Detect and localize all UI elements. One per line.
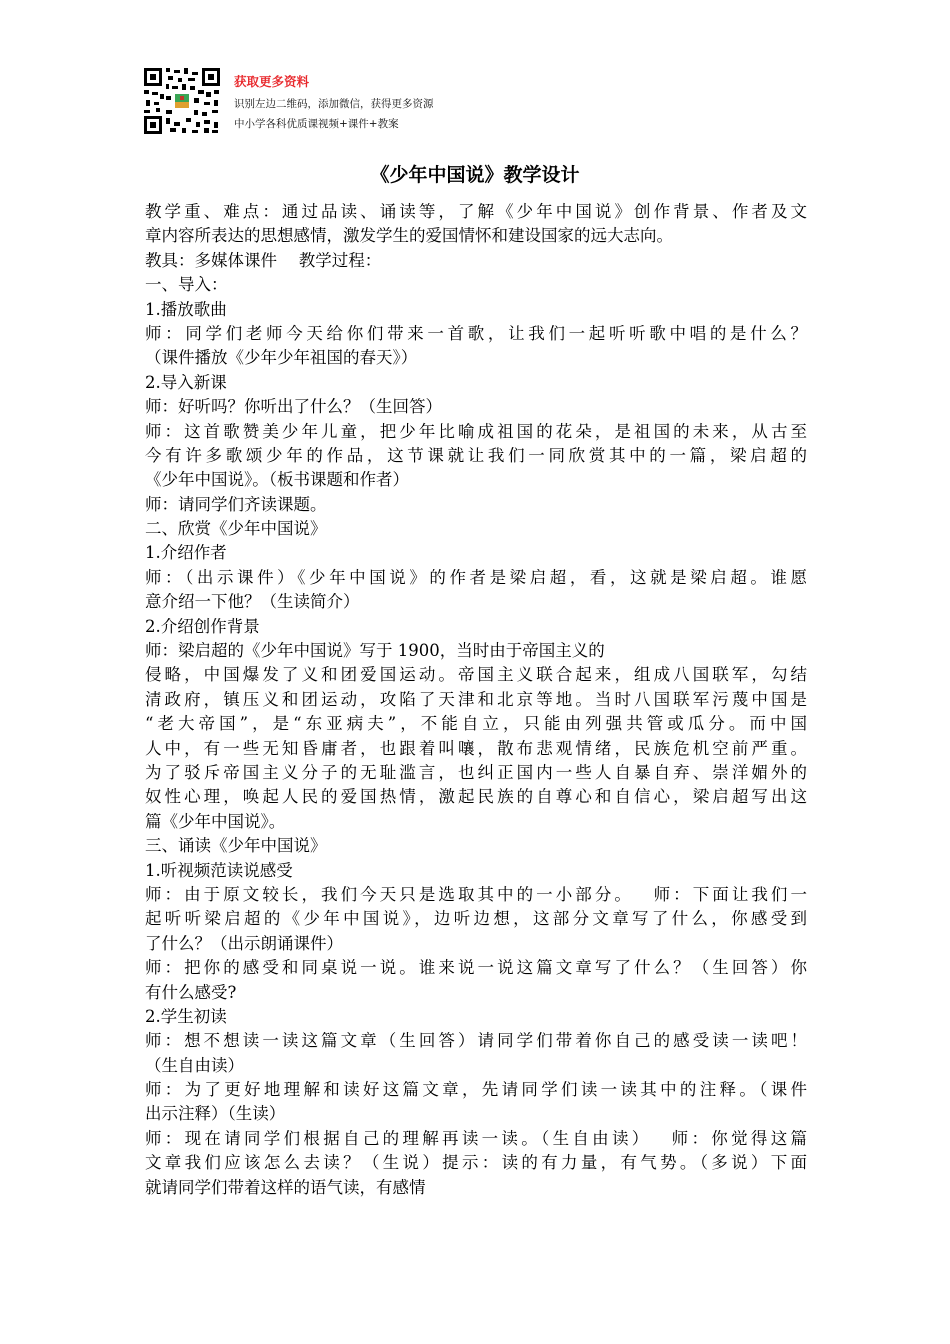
text-line: 有什么感受? bbox=[145, 982, 237, 1002]
text-line: 篇《少年中国说》。 bbox=[145, 811, 286, 831]
text-line: 师：现在请同学们根据自己的理解再读一读。（生自由读） 师：你觉得这篇 bbox=[145, 1128, 807, 1148]
promo-line: 识别左边二维码，添加微信，获得更多资源 bbox=[234, 98, 434, 110]
text-line: 二、欣赏《少年中国说》 bbox=[145, 519, 327, 539]
text-line: 师：把你的感受和同桌说一说。谁来说一说这篇文章写了什么？（生回答）你 bbox=[145, 958, 807, 978]
text-line: 1.听视频范读说感受 bbox=[145, 860, 293, 880]
text-line: 出示注释）（生读） bbox=[145, 1104, 286, 1124]
text-line: 师：同学们老师今天给你们带来一首歌，让我们一起听听歌中唱的是什么？ bbox=[145, 323, 807, 343]
text-line: 师：想不想读一读这篇文章（生回答）请同学们带着你自己的感受读一读吧！ bbox=[145, 1031, 807, 1051]
text-line: 清政府，镇压义和团运动，攻陷了天津和北京等地。当时八国联军污蔑中国是 bbox=[145, 689, 807, 709]
promo-title: 获取更多资料 bbox=[234, 74, 310, 89]
text-line: 奴性心理，唤起人民的爱国热情，激起民族的自尊心和自信心，梁启超写出这 bbox=[145, 787, 807, 807]
text-line: 侵略，中国爆发了义和团爱国运动。帝国主义联合起来，组成八国联军，勾结 bbox=[145, 665, 807, 685]
text-line: 一、导入： bbox=[145, 275, 228, 295]
text-line: 起听听梁启超的《少年中国说》，边听边想，这部分文章写了什么，你感受到 bbox=[145, 909, 807, 929]
text-line: 三、诵读《少年中国说》 bbox=[145, 836, 327, 856]
text-line: （课件播放《少年少年祖国的春天》） bbox=[145, 348, 418, 368]
text-line: （生自由读） bbox=[145, 1055, 244, 1075]
text-line: 2.学生初读 bbox=[145, 1006, 227, 1026]
text-line: 师：请同学们齐读课题。 bbox=[145, 494, 327, 514]
text-line: 师：这首歌赞美少年儿童，把少年比喻成祖国的花朵，是祖国的未来，从古至 bbox=[145, 421, 807, 441]
text-line: 章内容所表达的思想感情，激发学生的爱国情怀和建设国家的远大志向。 bbox=[145, 226, 673, 246]
text-line: 教学重、难点：通过品读、诵读等，了解《少年中国说》创作背景、作者及文 bbox=[145, 202, 807, 221]
text-line: 就请同学们带着这样的语气读，有感情 bbox=[145, 1177, 426, 1197]
text-line: 文章我们应该怎么去读？（生说）提示：读的有力量，有气势。（多说）下面 bbox=[145, 1153, 807, 1173]
text-line: 师：梁启超的《少年中国说》写于 1900，当时由于帝国主义的 bbox=[145, 641, 605, 661]
document-title: 《少年中国说》教学设计 bbox=[370, 164, 580, 186]
text-line: 教具：多媒体课件 教学过程： bbox=[145, 250, 382, 270]
text-line: 师：（出示课件）《少年中国说》的作者是梁启超，看，这就是梁启超。谁愿 bbox=[145, 567, 807, 587]
text-line: 2.介绍创作背景 bbox=[145, 616, 260, 636]
text-line: 师：由于原文较长，我们今天只是选取其中的一小部分。 师：下面让我们一 bbox=[145, 884, 807, 904]
text-line: “老大帝国”，是“东亚病夫”，不能自立，只能由列强共管或瓜分。而中国 bbox=[145, 714, 807, 734]
text-line: 2.导入新课 bbox=[145, 372, 227, 392]
text-line: 1.播放歌曲 bbox=[145, 299, 227, 319]
text-line: 为了驳斥帝国主义分子的无耻滥言，也纠正国内一些人自暴自弃、崇洋媚外的 bbox=[145, 762, 807, 782]
document-body bbox=[145, 200, 807, 1200]
text-line: 《少年中国说》。（板书课题和作者） bbox=[145, 470, 409, 490]
text-line: 了什么？（出示朗诵课件） bbox=[145, 933, 343, 953]
text-line: 今有许多歌颂少年的作品，这节课就让我们一同欣赏其中的一篇，梁启超的 bbox=[145, 445, 807, 465]
promo-line: 中小学各科优质课视频+课件+教案 bbox=[234, 118, 399, 130]
text-line: 师：好听吗？你听出了什么？（生回答） bbox=[145, 397, 442, 417]
promo-header bbox=[142, 66, 642, 142]
text-line: 人中，有一些无知昏庸者，也跟着叫嚷，散布悲观情绪，民族危机空前严重。 bbox=[145, 738, 807, 758]
qr-code-icon[interactable] bbox=[142, 66, 222, 136]
text-line: 1.介绍作者 bbox=[145, 543, 227, 563]
text-line: 意介绍一下他？（生读简介） bbox=[145, 592, 360, 612]
text-line: 师：为了更好地理解和读好这篇文章，先请同学们读一读其中的注释。（课件 bbox=[145, 1080, 807, 1100]
